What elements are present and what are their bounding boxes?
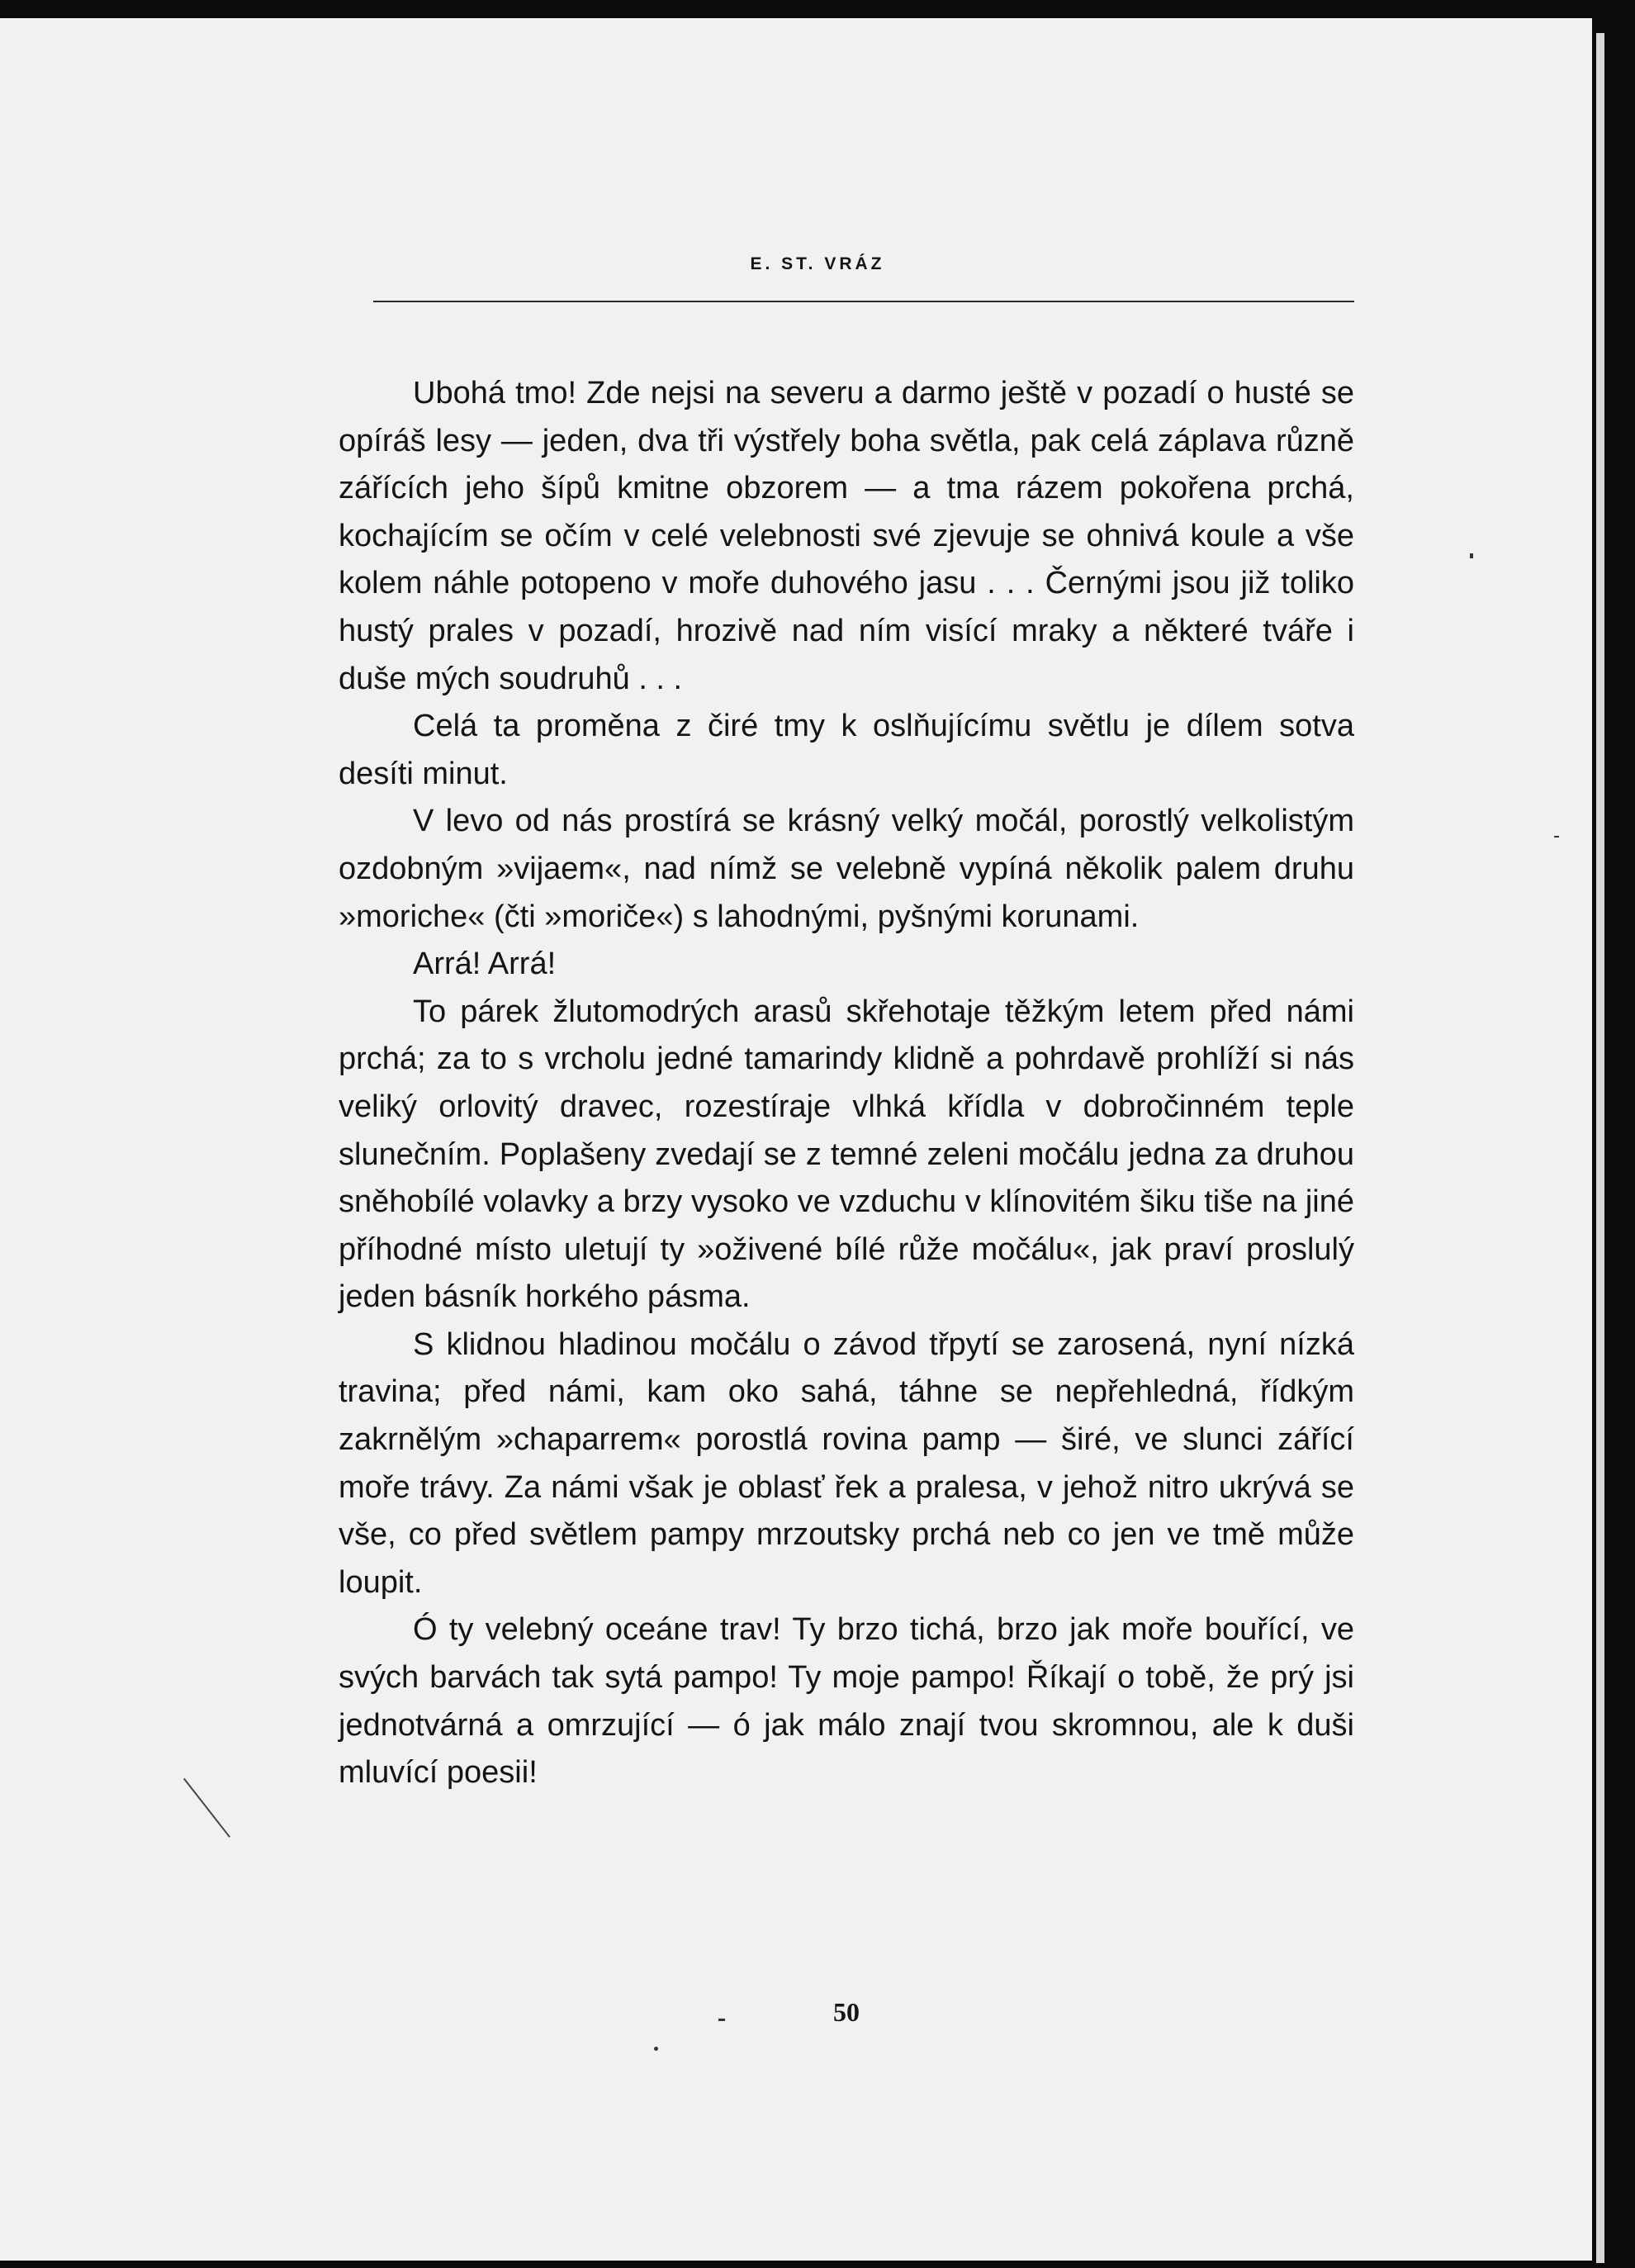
body-text: [339, 370, 1354, 1797]
speck-mark: [654, 2047, 658, 2051]
speck-mark: [1470, 553, 1473, 558]
speck-mark: [718, 2019, 725, 2021]
header-rule: [373, 301, 1354, 302]
paragraph: V levo od nás prostírá se krásný velký močál, porostlý velkolistým ozdobným »vijaem«, nad nímž se velebně vypíná několik palem druhu »moriche« (čti »moriče«) s lahodnými, pyšnými korunami.: [339, 804, 1354, 934]
speck-mark: [1554, 836, 1559, 837]
paragraph: Celá ta proměna z čiré tmy k oslňujícímu světlu je dílem sotva desíti minut.: [339, 709, 1354, 791]
running-header: E. ST. VRÁZ: [750, 254, 885, 273]
paragraph: Arrá! Arrá!: [413, 947, 557, 982]
page-edge: [1596, 33, 1604, 2263]
page-number: 50: [833, 1997, 860, 2027]
paragraph: To párek žlutomodrých arasů skřehotaje těžkým letem před námi prchá; za to s vrcholu jedné tamarindy klidně a pohrdavě prohlíží si nás veliký orlovitý dravec, rozestíraje vlhká křídla v dobročinném teple slunečním. Poplašeny zvedají se z temné zeleni močálu jedna za druhou sněhobílé volavky a brzy vysoko ve vzduchu v klínovitém šiku tiše na jiné příhodné místo uletují ty »oživené bílé růže močálu«, jak praví proslulý jeden básník horkého pásma.: [339, 994, 1354, 1315]
paragraph: S klidnou hladinou močálu o závod třpytí se zarosená, nyní nízká travina; před námi, kam oko sahá, táhne se nepřehledná, řídkým zakrnělým »chaparrem« porostlá rovina pamp — širé, ve slunci zářící moře trávy. Za námi však je oblasť řek a pralesa, v jehož nitro ukrývá se vše, co před světlem pampy mrzoutsky prchá neb co jen ve tmě může loupit.: [339, 1326, 1354, 1600]
paragraph: Ubohá tmo! Zde nejsi na severu a darmo ještě v pozadí o husté se opíráš lesy — jeden, dva tři výstřely boha světla, pak celá záplava různě zářících jeho šípů kmitne obzorem — a tma rázem pokořena prchá, kochajícím se očím v celé velebnosti své zjevuje se ohnivá koule a vše kolem náhle potopeno v moře duhového jasu . . . Černými jsou již toliko hustý prales v pozadí, hrozivě nad ním visící mraky a některé tváře i duše mých soudruhů . . .: [339, 376, 1354, 696]
paragraph: Ó ty velebný oceáne trav! Ty brzo tichá, brzo jak moře bouřící, ve svých barvách tak sytá pampo! Ty moje pampo! Říkají o tobě, že prý jsi jednotvárná a omrzující — ó jak málo znají tvou skromnou, ale k duši mluvící poesii!: [339, 1612, 1354, 1791]
